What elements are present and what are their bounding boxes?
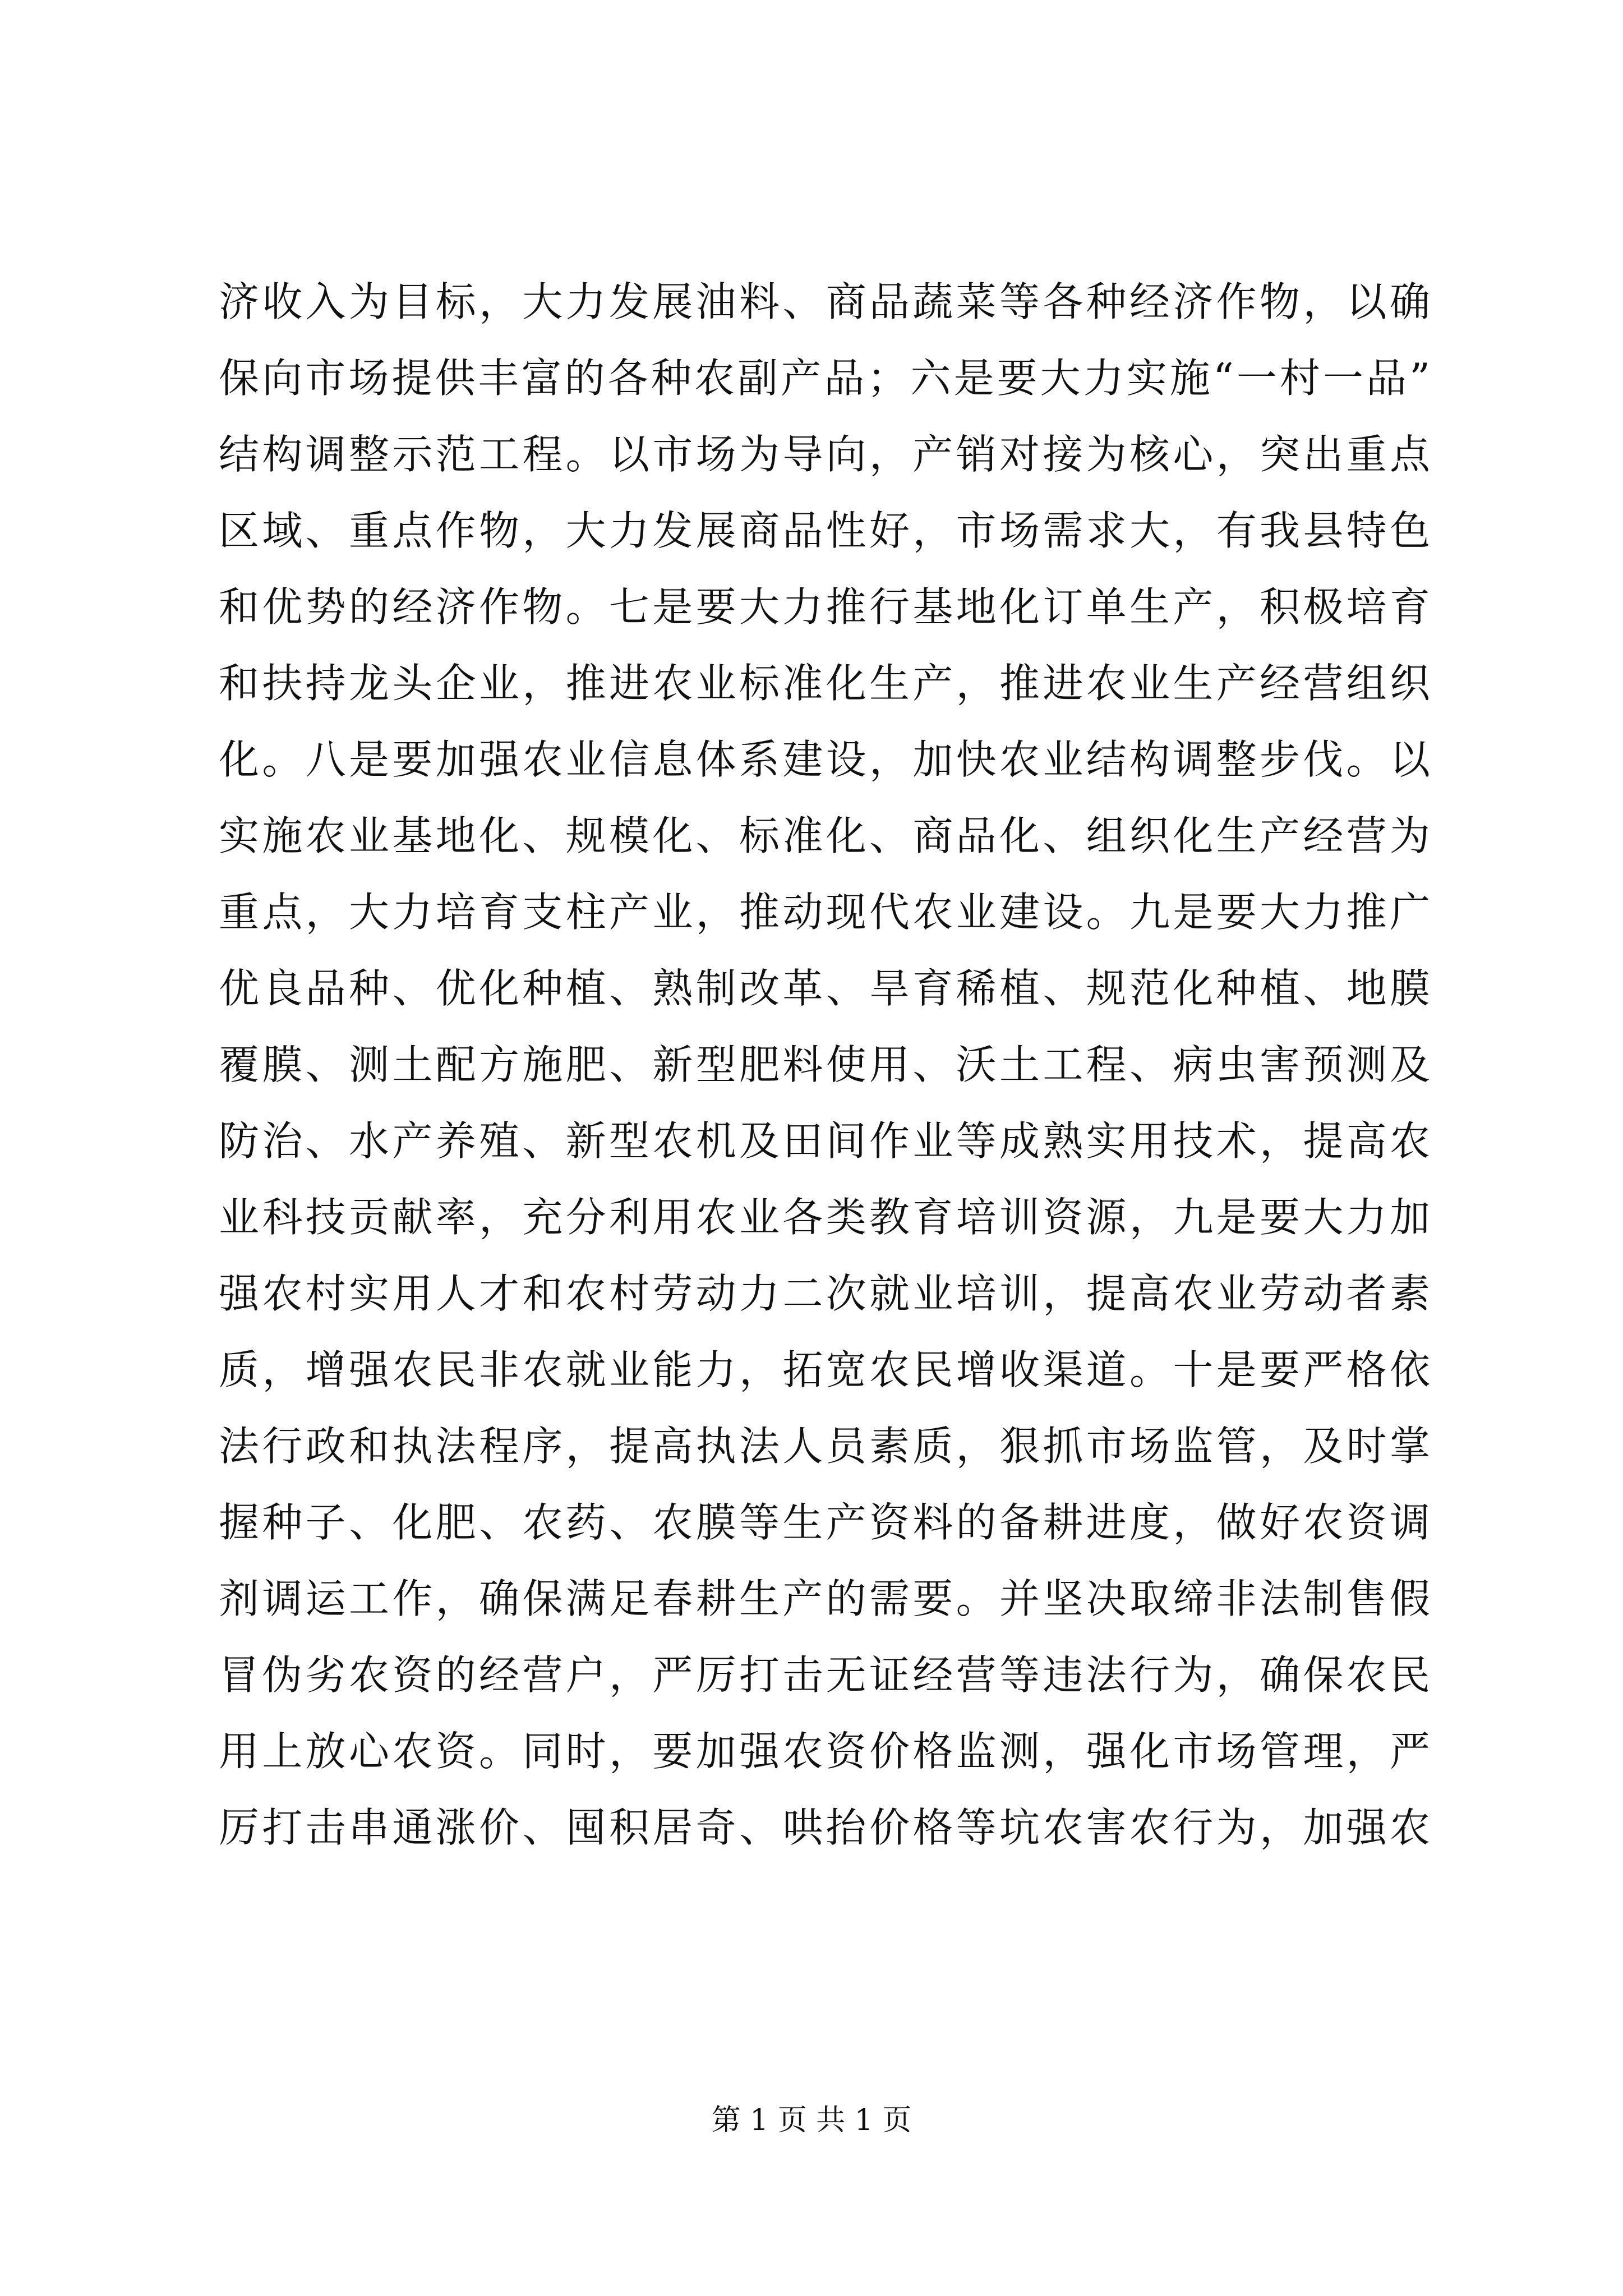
text-line-5: 和优势的经济作物。七是要大力推行基地化订单生产，积极培育 <box>219 583 1430 631</box>
text-line-2: 保向市场提供丰富的各种农副产品；六是要大力实施“一村一品” <box>219 355 1430 402</box>
text-line-16: 法行政和执法程序，提高执法人员素质，狠抓市场监管，及时掌 <box>219 1423 1430 1470</box>
text-line-10: 优良品种、优化种植、熟制改革、旱育稀植、规范化种植、地膜 <box>219 965 1430 1012</box>
body-text <box>219 264 1430 1866</box>
text-line-14: 强农村实用人才和农村劳动力二次就业培训，提高农业劳动者素 <box>219 1270 1430 1317</box>
text-line-11: 覆膜、测土配方施肥、新型肥料使用、沃土工程、病虫害预测及 <box>219 1041 1430 1088</box>
page-number-footer: 第 1 页 共 1 页 <box>711 2104 912 2137</box>
text-line-15: 质，增强农民非农就业能力，拓宽农民增收渠道。十是要严格依 <box>219 1346 1430 1393</box>
text-line-18: 剂调运工作，确保满足春耕生产的需要。并坚决取缔非法制售假 <box>219 1575 1430 1622</box>
text-line-20: 用上放心农资。同时，要加强农资价格监测，强化市场管理，严 <box>219 1728 1430 1775</box>
text-line-17: 握种子、化肥、农药、农膜等生产资料的备耕进度，做好农资调 <box>219 1499 1430 1546</box>
text-line-3: 结构调整示范工程。以市场为导向，产销对接为核心，突出重点 <box>219 431 1430 478</box>
text-line-8: 实施农业基地化、规模化、标准化、商品化、组织化生产经营为 <box>219 812 1430 859</box>
text-line-4: 区域、重点作物，大力发展商品性好，市场需求大，有我县特色 <box>219 507 1430 554</box>
text-line-12: 防治、水产养殖、新型农机及田间作业等成熟实用技术，提高农 <box>219 1117 1430 1165</box>
text-line-1: 济收入为目标，大力发展油料、商品蔬菜等各种经济作物，以确 <box>219 278 1430 325</box>
text-line-7: 化。八是要加强农业信息体系建设，加快农业结构调整步伐。以 <box>219 736 1430 783</box>
text-line-6: 和扶持龙头企业，推进农业标准化生产，推进农业生产经营组织 <box>219 660 1430 707</box>
text-line-21: 厉打击串通涨价、囤积居奇、哄抬价格等坑农害农行为，加强农 <box>219 1804 1430 1851</box>
text-line-19: 冒伪劣农资的经营户，严厉打击无证经营等违法行为，确保农民 <box>219 1651 1430 1699</box>
text-line-9: 重点，大力培育支柱产业，推动现代农业建设。九是要大力推广 <box>219 889 1430 936</box>
text-line-13: 业科技贡献率，充分利用农业各类教育培训资源，九是要大力加 <box>219 1194 1430 1241</box>
